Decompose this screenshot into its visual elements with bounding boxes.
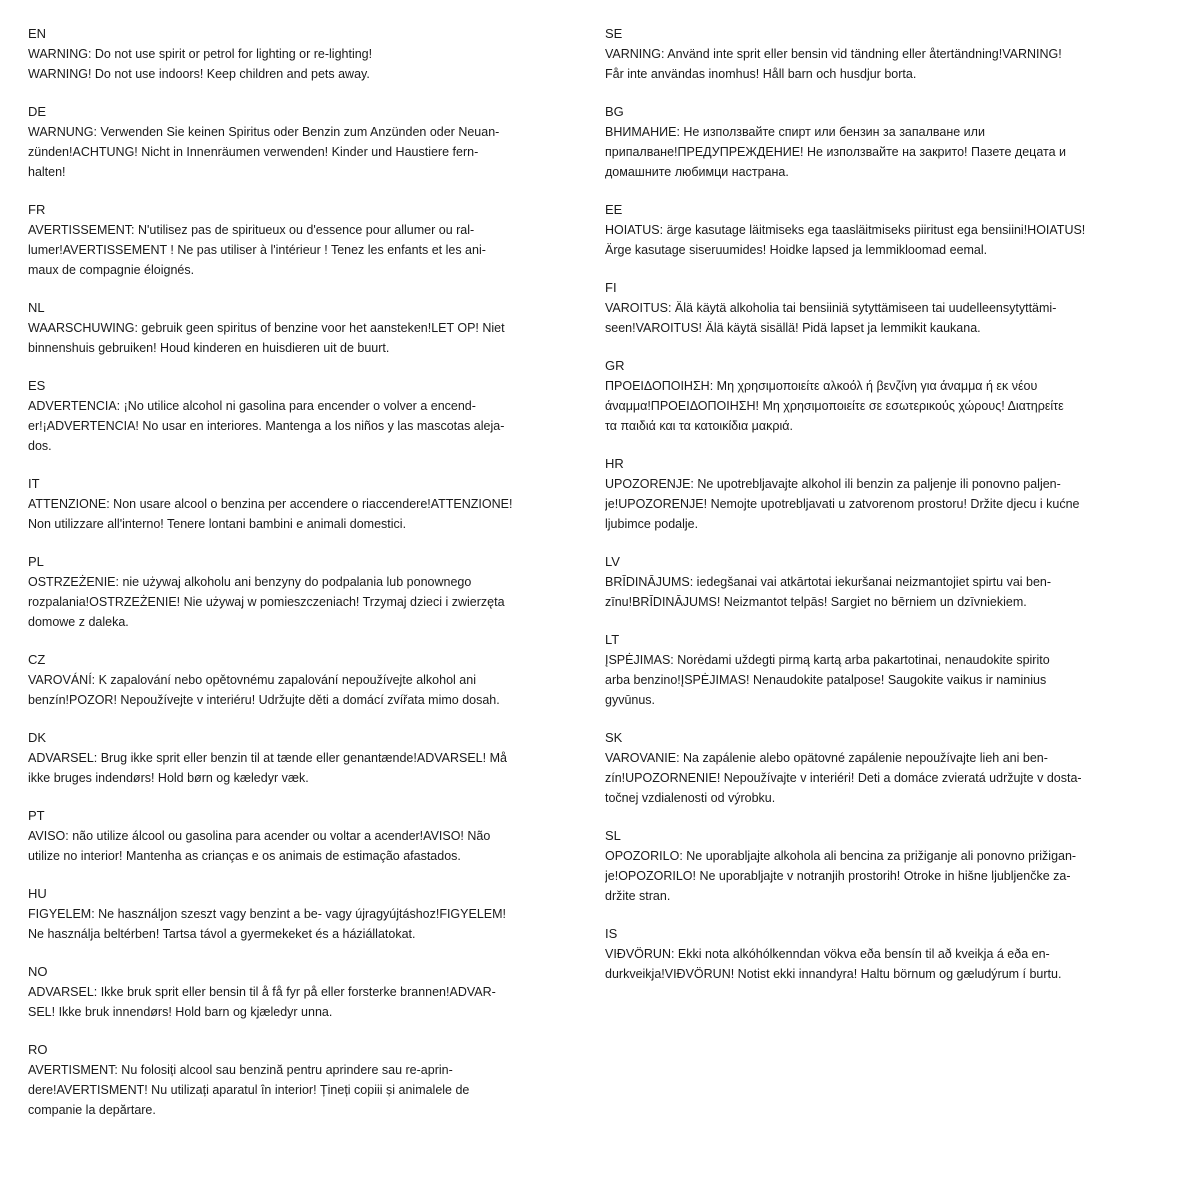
language-block-it bbox=[28, 474, 594, 534]
warning-text-line: WARNING: Do not use spirit or petrol for lighting or re-lighting! bbox=[28, 47, 373, 61]
warning-text-line: rozpalania!OSTRZEŻENIE! Nie używaj w pomieszczeniach! Trzymaj dzieci i zwierzęta bbox=[28, 595, 505, 609]
language-code: DK bbox=[28, 730, 47, 745]
language-block-sl bbox=[605, 826, 1173, 906]
language-code: EE bbox=[605, 202, 623, 217]
language-block-hu bbox=[28, 884, 594, 944]
warning-text-line: ikke bruges indendørs! Hold børn og kæledyr væk. bbox=[28, 771, 309, 785]
warning-text-line: VIÐVÖRUN: Ekki nota alkóhólkenndan vökva eða bensín til að kveikja á eða en- bbox=[605, 947, 1050, 961]
warning-text-line: domowe z daleka. bbox=[28, 615, 129, 629]
warning-text-line: AVISO: não utilize álcool ou gasolina para acender ou voltar a acender!AVISO! Não bbox=[28, 829, 491, 843]
language-block-dk bbox=[28, 728, 594, 788]
warning-text-line: AVERTISSEMENT: N'utilisez pas de spiritueux ou d'essence pour allumer ou ral- bbox=[28, 223, 475, 237]
language-code: FR bbox=[28, 202, 46, 217]
warning-text-line: FIGYELEM: Ne használjon szeszt vagy benzint a be- vagy újragyújtáshoz!FIGYELEM! bbox=[28, 907, 506, 921]
warning-text-line: zünden!ACHTUNG! Nicht in Innenräumen verwenden! Kinder und Haustiere fern- bbox=[28, 145, 479, 159]
warning-text-line: lumer!AVERTISSEMENT ! Ne pas utiliser à l'intérieur ! Tenez les enfants et les ani- bbox=[28, 243, 486, 257]
language-block-bg bbox=[605, 102, 1173, 182]
warning-text-line: Non utilizzare all'interno! Tenere lontani bambini e animali domestici. bbox=[28, 517, 407, 531]
language-code: RO bbox=[28, 1042, 48, 1057]
language-block-en bbox=[28, 24, 594, 84]
warning-text-line: AVERTISMENT: Nu folosiți alcool sau benzină pentru aprindere sau re-aprin- bbox=[28, 1063, 453, 1077]
language-block-fr bbox=[28, 200, 594, 280]
warning-text-line: arba benzino!ĮSPĖJIMAS! Nenaudokite patalpose! Saugokite vaikus ir naminius bbox=[605, 673, 1047, 687]
warning-text-line: dos. bbox=[28, 439, 52, 453]
language-code: IT bbox=[28, 476, 40, 491]
warning-text-line: OPOZORILO: Ne uporabljajte alkohola ali bencina za prižiganje ali ponovno prižigan- bbox=[605, 849, 1077, 863]
warning-text-line: ΠΡΟΕΙΔΟΠΟΙΗΣΗ: Μη χρησιμοποιείτε αλκοόλ ή βενζίνη για άναμμα ή εκ νέου bbox=[605, 379, 1038, 393]
language-block-hr bbox=[605, 454, 1173, 534]
language-code: IS bbox=[605, 926, 618, 941]
warning-text-line: benzín!POZOR! Nepoužívejte v interiéru! Udržujte děti a domácí zvířata mimo dosah. bbox=[28, 693, 500, 707]
warning-text-line: ljubimce podalje. bbox=[605, 517, 699, 531]
language-block-lt bbox=[605, 630, 1173, 710]
warning-text-line: durkveikja!VIÐVÖRUN! Notist ekki innandyra! Haltu börnum og gæludýrum í burtu. bbox=[605, 967, 1062, 981]
right-column bbox=[605, 24, 1173, 1002]
language-code: SE bbox=[605, 26, 623, 41]
warning-text-line: je!OPOZORILO! Ne uporabljajte v notranjih prostorih! Otroke in hišne ljubljenčke za- bbox=[605, 869, 1071, 883]
warning-text-line: VAROVANIE: Na zapálenie alebo opätovné zapálenie nepoužívajte lieh ani ben- bbox=[605, 751, 1048, 765]
language-block-ro bbox=[28, 1040, 594, 1120]
warning-text-line: Får inte användas inomhus! Håll barn och husdjur borta. bbox=[605, 67, 917, 81]
warning-text-line: halten! bbox=[28, 165, 66, 179]
warning-text-line: άναμμα!ΠΡΟΕΙΔΟΠΟΙΗΣΗ! Μη χρησιμοποιείτε σε εσωτερικούς χώρους! Διατηρείτε bbox=[605, 399, 1064, 413]
warning-text-line: VAROITUS: Älä käytä alkoholia tai bensiiniä sytyttämiseen tai uudelleensytyttämi- bbox=[605, 301, 1057, 315]
warning-text-line: SEL! Ikke bruk innendørs! Hold barn og kjæledyr unna. bbox=[28, 1005, 333, 1019]
language-code: ES bbox=[28, 378, 46, 393]
warning-text-line: VAROVÁNÍ: K zapalování nebo opětovnému zapalování nepoužívejte alkohol ani bbox=[28, 673, 476, 687]
language-block-de bbox=[28, 102, 594, 182]
warning-text-line: BRĪDINĀJUMS: iedegšanai vai atkārtotai iekuršanai neizmantojiet spirtu vai ben- bbox=[605, 575, 1052, 589]
warning-text-line: companie la depărtare. bbox=[28, 1103, 156, 1117]
warning-text-line: maux de compagnie éloignés. bbox=[28, 263, 195, 277]
language-code: DE bbox=[28, 104, 47, 119]
warning-text-line: utilize no interior! Mantenha as crianças e os animais de estimação afastados. bbox=[28, 849, 461, 863]
warning-text-line: ADVARSEL: Ikke bruk sprit eller bensin til å få fyr på eller forsterke brannen!ADVAR- bbox=[28, 985, 496, 999]
warning-text-line: zín!UPOZORNENIE! Nepoužívajte v interiéri! Deti a domáce zvieratá udržujte v dosta- bbox=[605, 771, 1082, 785]
language-block-cz bbox=[28, 650, 594, 710]
warning-text-line: WAARSCHUWING: gebruik geen spiritus of benzine voor het aansteken!LET OP! Niet bbox=[28, 321, 505, 335]
language-code: CZ bbox=[28, 652, 46, 667]
language-code: PT bbox=[28, 808, 45, 823]
language-block-pt bbox=[28, 806, 594, 866]
warning-text-line: HOIATUS: ärge kasutage läitmiseks ega taasläitmiseks piiritust ega bensiini!HOIATUS! bbox=[605, 223, 1086, 237]
warning-text-line: ADVARSEL: Brug ikke sprit eller benzin til at tænde eller genantænde!ADVARSEL! Må bbox=[28, 751, 507, 765]
language-block-se bbox=[605, 24, 1173, 84]
warning-text-line: dere!AVERTISMENT! Nu utilizați aparatul în interior! Țineți copiii și animalele de bbox=[28, 1083, 470, 1097]
warning-text-line: WARNUNG: Verwenden Sie keinen Spiritus oder Benzin zum Anzünden oder Neuan- bbox=[28, 125, 500, 139]
language-code: NO bbox=[28, 964, 48, 979]
warning-text-line: припалване!ПРЕДУПРЕЖДЕНИЕ! Не използвайте на закрито! Пазете децата и bbox=[605, 145, 1066, 159]
warning-text-line: gyvūnus. bbox=[605, 693, 656, 707]
warning-text-line: ВНИМАНИЕ: Не използвайте спирт или бензин за запалване или bbox=[605, 125, 985, 139]
warning-text-line: er!¡ADVERTENCIA! No usar en interiores. Mantenga a los niños y las mascotas aleja- bbox=[28, 419, 505, 433]
language-code: HR bbox=[605, 456, 624, 471]
language-block-sk bbox=[605, 728, 1173, 808]
language-block-lv bbox=[605, 552, 1173, 612]
warning-text-line: ADVERTENCIA: ¡No utilice alcohol ni gasolina para encender o volver a encend- bbox=[28, 399, 476, 413]
language-code: HU bbox=[28, 886, 47, 901]
warning-text-line: UPOZORENJE: Ne upotrebljavajte alkohol ili benzin za paljenje ili ponovno paljen- bbox=[605, 477, 1061, 491]
language-code: NL bbox=[28, 300, 45, 315]
language-code: SL bbox=[605, 828, 621, 843]
warning-text-line: домашните любимци настрана. bbox=[605, 165, 789, 179]
left-column bbox=[28, 24, 594, 1138]
language-code: LT bbox=[605, 632, 620, 647]
warning-text-line: WARNING! Do not use indoors! Keep children and pets away. bbox=[28, 67, 370, 81]
language-block-pl bbox=[28, 552, 594, 632]
language-code: LV bbox=[605, 554, 620, 569]
warning-text-line: binnenshuis gebruiken! Houd kinderen en huisdieren uit de buurt. bbox=[28, 341, 390, 355]
warning-text-line: Ne használja beltérben! Tartsa távol a gyermekeket és a háziállatokat. bbox=[28, 927, 416, 941]
warning-text-line: τα παιδιά και τα κατοικίδια μακριά. bbox=[605, 419, 793, 433]
language-code: FI bbox=[605, 280, 617, 295]
language-code: SK bbox=[605, 730, 623, 745]
language-code: BG bbox=[605, 104, 624, 119]
warning-text-line: Ärge kasutage siseruumides! Hoidke lapsed ja lemmikloomad eemal. bbox=[605, 243, 988, 257]
warning-text-line: držite stran. bbox=[605, 889, 671, 903]
language-code: PL bbox=[28, 554, 44, 569]
warning-text-line: VARNING: Använd inte sprit eller bensin vid tändning eller återtändning!VARNING! bbox=[605, 47, 1062, 61]
warning-text-line: ATTENZIONE: Non usare alcool o benzina per accendere o riaccendere!ATTENZIONE! bbox=[28, 497, 513, 511]
warning-text-line: je!UPOZORENJE! Nemojte upotrebljavati u zatvorenom prostoru! Držite djecu i kućne bbox=[605, 497, 1080, 511]
language-block-gr bbox=[605, 356, 1173, 436]
language-code: EN bbox=[28, 26, 47, 41]
language-block-nl bbox=[28, 298, 594, 358]
language-block-ee bbox=[605, 200, 1173, 260]
language-block-es bbox=[28, 376, 594, 456]
language-block-fi bbox=[605, 278, 1173, 338]
warning-text-line: seen!VAROITUS! Älä käytä sisällä! Pidä lapset ja lemmikit kaukana. bbox=[605, 321, 981, 335]
warning-text-line: zīnu!BRĪDINĀJUMS! Neizmantot telpās! Sargiet no bērniem un dzīvniekiem. bbox=[605, 595, 1027, 609]
language-block-no bbox=[28, 962, 594, 1022]
warning-text-line: točnej vzdialenosti od výrobku. bbox=[605, 791, 776, 805]
language-block-is bbox=[605, 924, 1173, 984]
language-code: GR bbox=[605, 358, 625, 373]
warning-text-line: ĮSPĖJIMAS: Norėdami uždegti pirmą kartą arba pakartotinai, nenaudokite spirito bbox=[605, 653, 1050, 667]
warning-text-line: OSTRZEŻENIE: nie używaj alkoholu ani benzyny do podpalania lub ponownego bbox=[28, 575, 472, 589]
